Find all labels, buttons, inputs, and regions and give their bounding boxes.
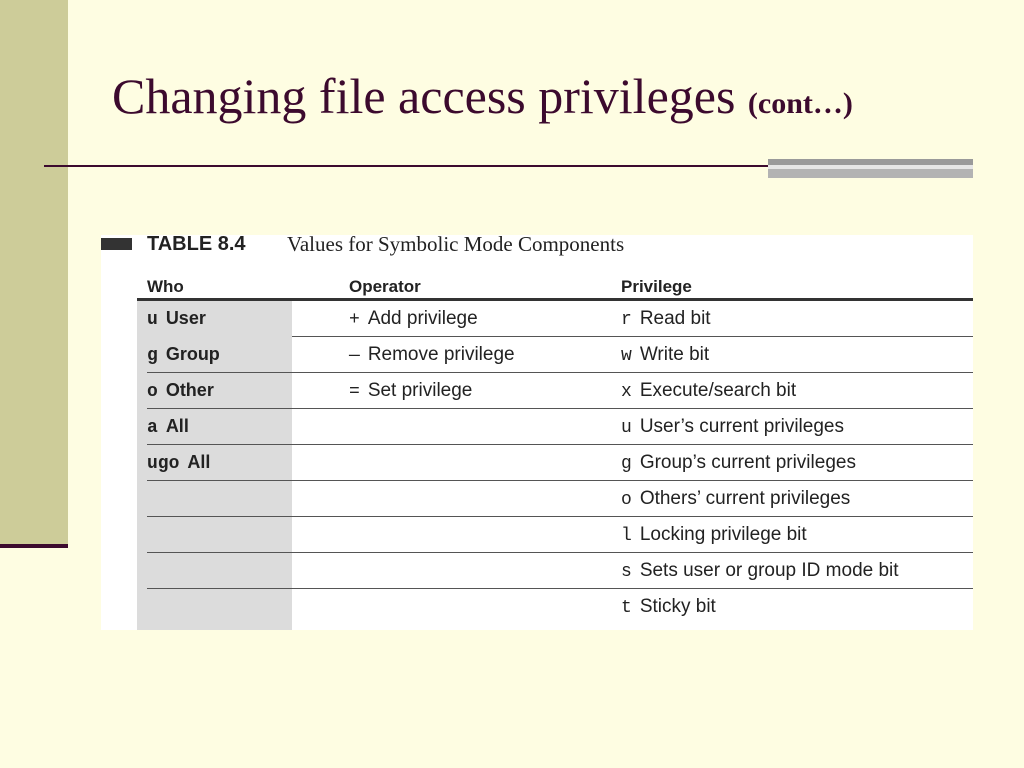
header-privilege: Privilege xyxy=(621,277,692,296)
privilege-symbol: w xyxy=(621,346,632,366)
who-label: Group xyxy=(165,344,220,364)
title-divider xyxy=(44,165,774,167)
header-who: Who xyxy=(147,277,184,296)
privilege-symbol: o xyxy=(621,490,632,510)
table-row xyxy=(137,409,973,445)
operator-cell xyxy=(349,560,357,582)
privilege-cell xyxy=(621,380,796,402)
privilege-cell xyxy=(621,452,856,474)
table-row xyxy=(137,517,973,553)
who-cell xyxy=(147,380,214,402)
operator-cell xyxy=(349,344,515,366)
privilege-cell xyxy=(621,416,844,438)
privilege-symbol: t xyxy=(621,598,632,618)
privilege-symbol: l xyxy=(621,526,632,546)
privilege-label: Read bit xyxy=(639,308,711,329)
privilege-label: Others’ current privileges xyxy=(639,488,851,509)
who-label: All xyxy=(165,416,189,436)
who-symbol: g xyxy=(147,346,158,366)
operator-cell xyxy=(349,416,357,438)
privilege-label: Sets user or group ID mode bit xyxy=(639,560,899,581)
operator-cell xyxy=(349,380,472,402)
privilege-cell xyxy=(621,488,850,510)
privilege-symbol: s xyxy=(621,562,632,582)
privilege-label: Execute/search bit xyxy=(639,380,797,401)
header-operator: Operator xyxy=(349,277,421,296)
who-cell xyxy=(147,452,210,474)
slide-title-text: Changing file access privileges xyxy=(112,68,736,124)
privilege-cell xyxy=(621,524,807,546)
privilege-cell xyxy=(621,596,716,618)
who-label: All xyxy=(187,452,211,472)
privilege-symbol: x xyxy=(621,382,632,402)
operator-label: Remove privilege xyxy=(367,344,515,365)
operator-cell xyxy=(349,308,478,330)
symbolic-mode-table xyxy=(101,232,973,630)
operator-cell xyxy=(349,452,357,474)
privilege-label: User’s current privileges xyxy=(639,416,844,437)
table-row xyxy=(137,301,973,337)
sidebar-accent-line xyxy=(0,544,68,548)
privilege-cell xyxy=(621,560,899,582)
sidebar-decoration xyxy=(0,0,68,545)
who-symbol: ugo xyxy=(147,454,180,474)
who-symbol: o xyxy=(147,382,158,402)
operator-label: Add privilege xyxy=(367,308,478,329)
privilege-symbol: r xyxy=(621,310,632,330)
table-label: TABLE 8.4 xyxy=(147,233,246,255)
privilege-cell xyxy=(621,344,709,366)
who-cell xyxy=(147,524,155,546)
who-symbol: u xyxy=(147,310,158,330)
operator-symbol: + xyxy=(349,310,360,330)
privilege-label: Write bit xyxy=(639,344,710,365)
who-cell xyxy=(147,560,155,582)
operator-symbol: = xyxy=(349,382,360,402)
table-caption: Values for Symbolic Mode Components xyxy=(287,232,625,256)
table-row xyxy=(137,373,973,409)
privilege-label: Locking privilege bit xyxy=(639,524,807,545)
who-label: Other xyxy=(165,380,214,400)
privilege-label: Group’s current privileges xyxy=(639,452,856,473)
who-cell xyxy=(147,596,155,618)
table-row xyxy=(137,337,973,373)
operator-label: Set privilege xyxy=(367,380,473,401)
who-cell xyxy=(147,488,155,510)
privilege-cell xyxy=(621,308,711,330)
who-symbol: a xyxy=(147,418,158,438)
table-row xyxy=(137,445,973,481)
title-accent-bar xyxy=(768,159,973,179)
table-row xyxy=(137,553,973,589)
operator-cell xyxy=(349,596,357,618)
who-cell xyxy=(147,416,189,438)
operator-symbol: — xyxy=(349,346,360,366)
operator-cell xyxy=(349,488,357,510)
privilege-label: Sticky bit xyxy=(639,596,716,617)
table-marker xyxy=(101,238,132,250)
operator-cell xyxy=(349,524,357,546)
who-cell xyxy=(147,308,206,330)
who-label: User xyxy=(165,308,206,328)
slide-title-suffix: (cont…) xyxy=(747,87,853,120)
table-header xyxy=(137,277,973,299)
who-cell xyxy=(147,344,220,366)
privilege-symbol: u xyxy=(621,418,632,438)
table-row xyxy=(137,481,973,517)
privilege-symbol: g xyxy=(621,454,632,474)
slide-title xyxy=(112,66,853,126)
table-row xyxy=(137,589,973,625)
